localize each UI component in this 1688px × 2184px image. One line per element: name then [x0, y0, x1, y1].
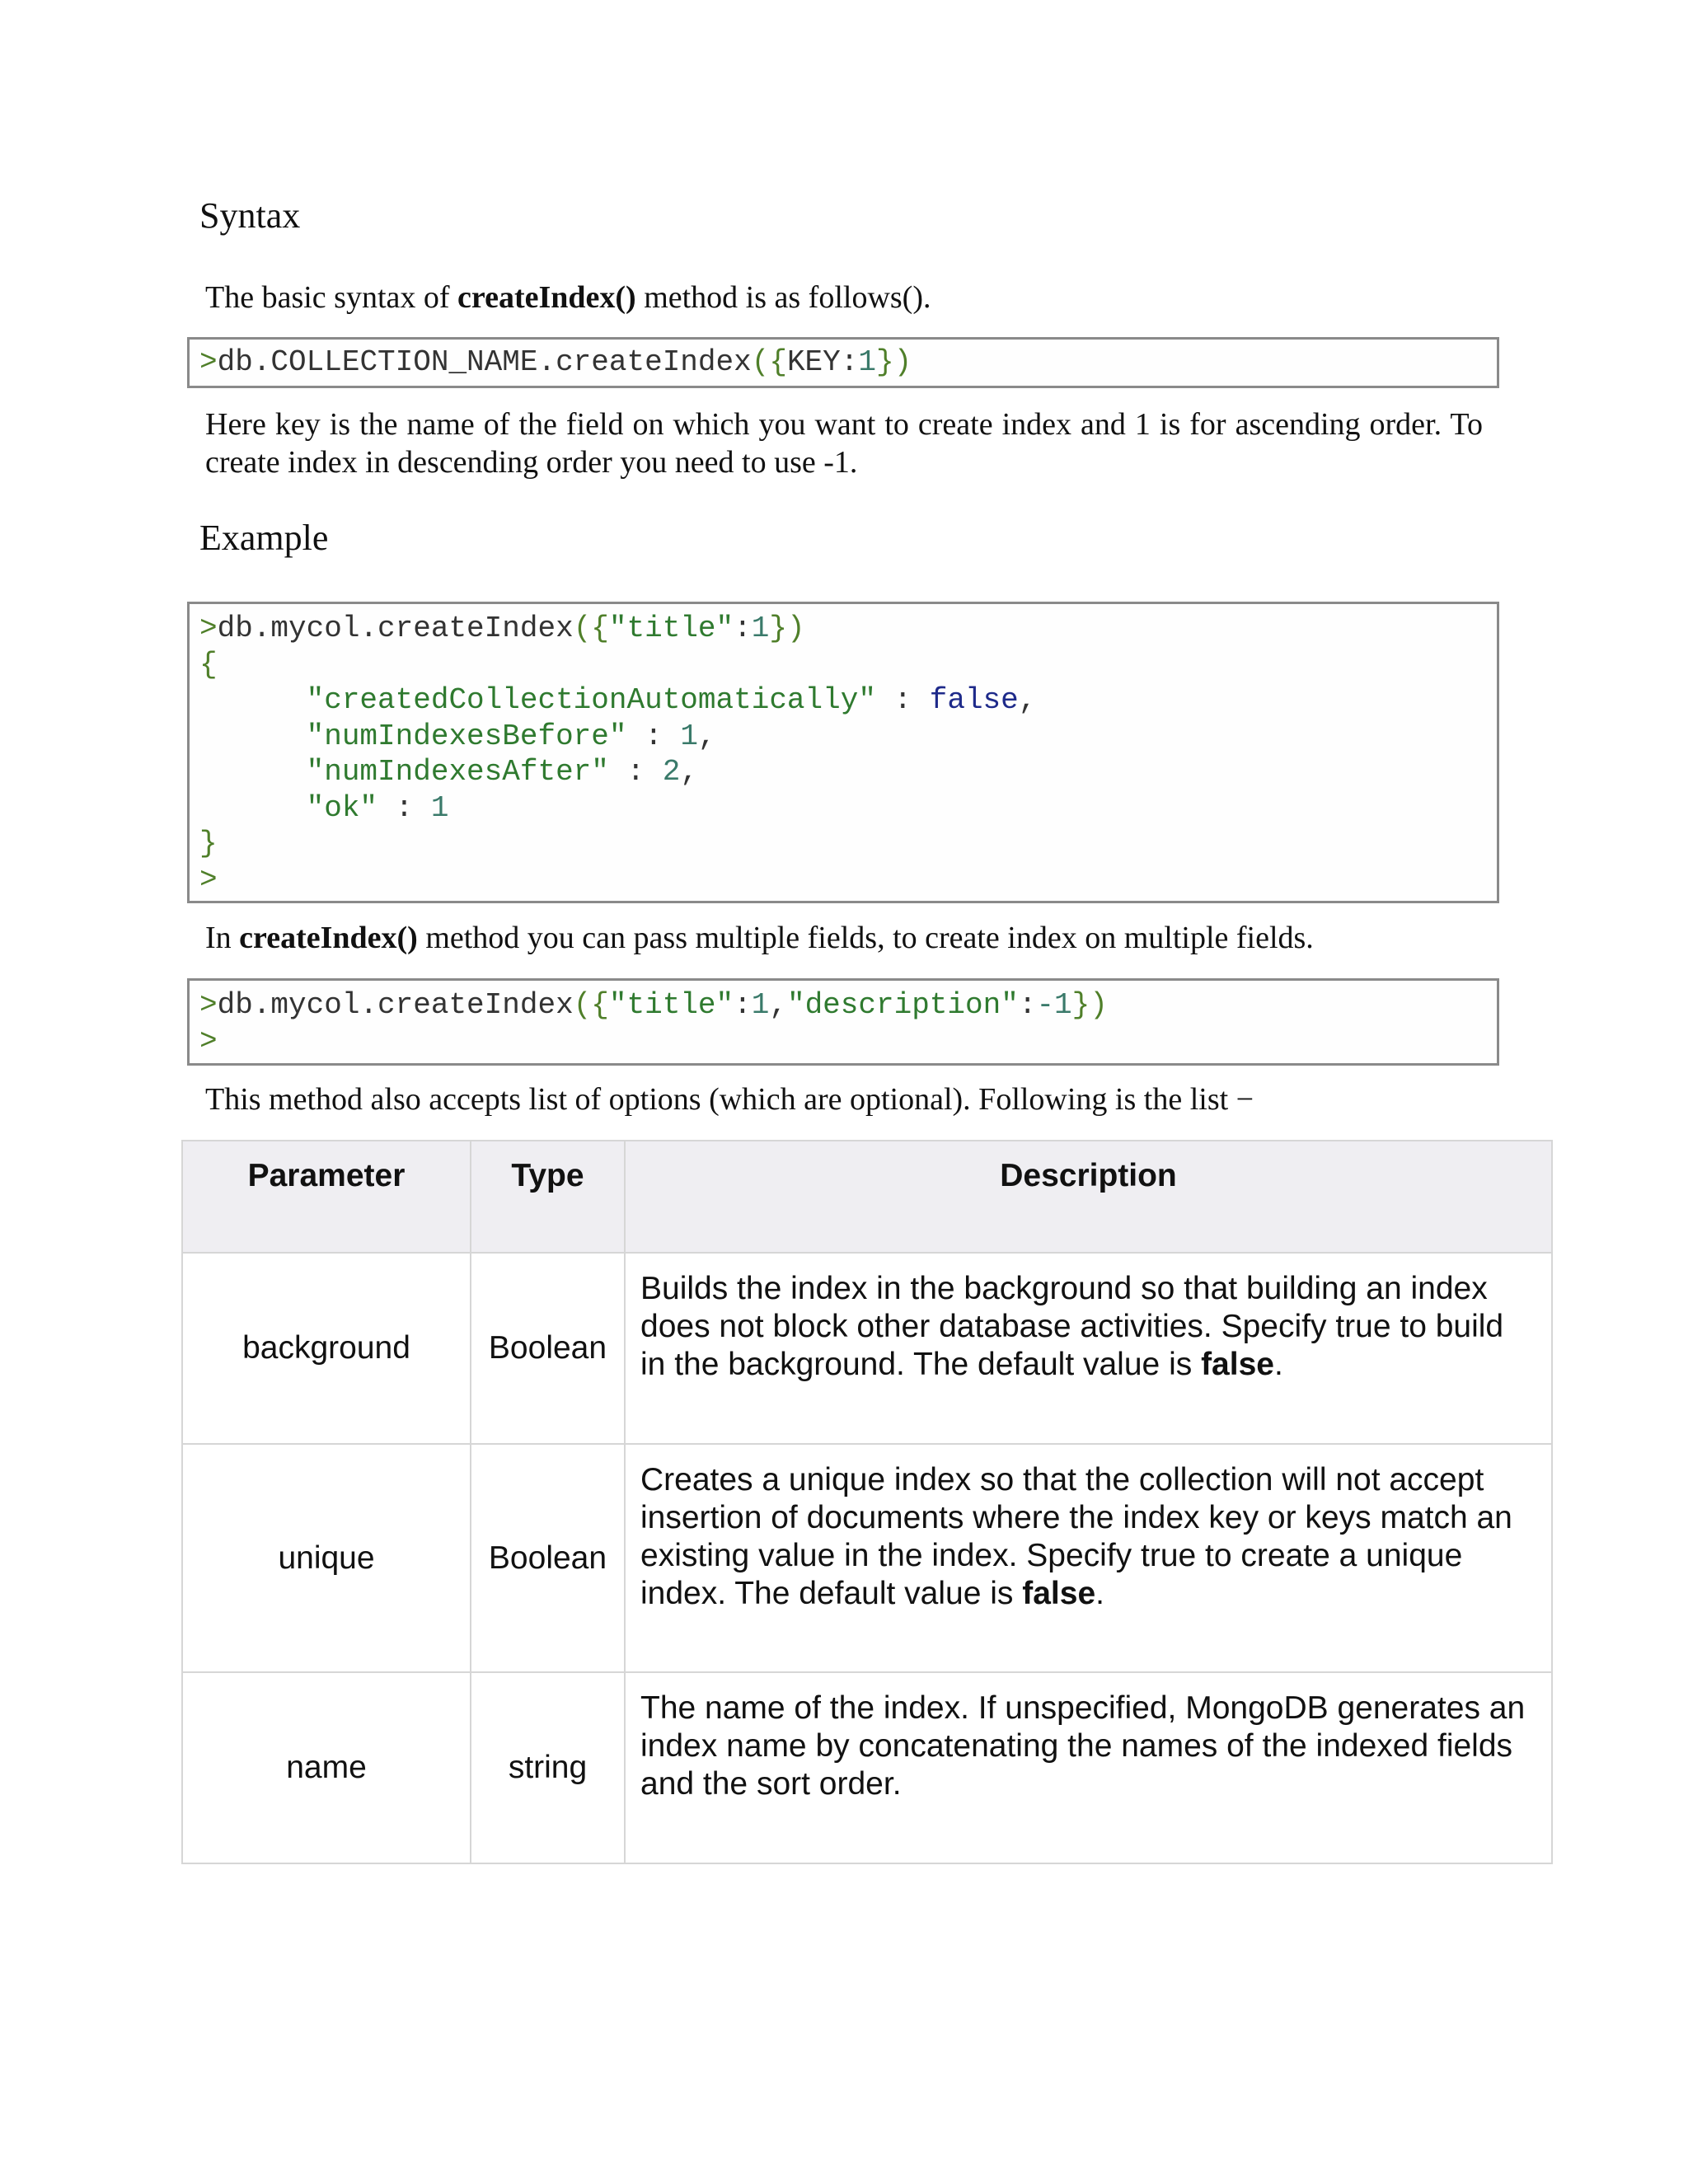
- code-line: "numIndexesBefore" : 1,: [306, 719, 716, 753]
- table-row: [182, 1444, 1552, 1672]
- code-line: >db.mycol.createIndex({"title":1,"description":-1}): [199, 988, 1108, 1022]
- param-cell: name: [182, 1672, 471, 1863]
- description-cell: Creates a unique index so that the collection will not accept insertion of documents where the index key or keys match an existing value in the index. Specify true to create a unique index. The default value is false.: [625, 1444, 1552, 1672]
- options-intro: This method also accepts list of options (which are optional). Following is the list −: [205, 1082, 1254, 1117]
- syntax-intro: [205, 279, 1483, 316]
- code-line: >: [199, 862, 218, 897]
- type-cell: Boolean: [471, 1444, 625, 1672]
- multi-intro-suffix: method you can pass multiple fields, to create index on multiple fields.: [417, 921, 1314, 955]
- type-cell: string: [471, 1672, 625, 1863]
- multi-intro-method: createIndex(): [239, 921, 418, 955]
- table-header-row: [182, 1141, 1552, 1253]
- syntax-intro-method: createIndex(): [457, 280, 636, 315]
- example-heading: Example: [199, 518, 329, 558]
- multi-intro-text: In: [205, 921, 240, 955]
- param-cell: background: [182, 1253, 471, 1444]
- syntax-explanation: Here key is the name of the field on which you want to create index and 1 is for ascending order. To create index in descending order you need to use -1.: [205, 407, 1483, 480]
- param-cell: unique: [182, 1444, 471, 1672]
- table-row: [182, 1672, 1552, 1863]
- syntax-heading: Syntax: [199, 195, 301, 236]
- syntax-intro-suffix: method is as follows().: [635, 280, 931, 315]
- description-cell: Builds the index in the background so that building an index does not block other database activities. Specify true to build in the background. The default value is false.: [625, 1253, 1552, 1444]
- syntax-code-block: [187, 337, 1499, 388]
- code-line: {: [199, 647, 218, 682]
- code-line: "createdCollectionAutomatically" : false,: [306, 683, 1037, 717]
- multi-intro: [205, 919, 1483, 957]
- description-cell: The name of the index. If unspecified, MongoDB generates an index name by concatenating the names of the indexed fields and the sort order.: [625, 1672, 1552, 1863]
- code-line: >db.COLLECTION_NAME.createIndex({KEY:1}): [199, 345, 912, 379]
- code-line: "numIndexesAfter" : 2,: [306, 755, 698, 789]
- code-line: >db.mycol.createIndex({"title":1}): [199, 612, 805, 645]
- code-line: >: [199, 1024, 218, 1058]
- code-line: }: [199, 827, 218, 860]
- header-parameter: Parameter: [182, 1141, 471, 1253]
- syntax-intro-text: The basic syntax of: [205, 280, 458, 315]
- header-type: Type: [471, 1141, 625, 1253]
- type-cell: Boolean: [471, 1253, 625, 1444]
- multi-code-block: [187, 978, 1499, 1066]
- code-line: "ok" : 1: [306, 790, 449, 825]
- options-table: [181, 1140, 1553, 1864]
- header-description: Description: [625, 1141, 1552, 1253]
- example-code-block: [187, 602, 1499, 903]
- table-row: [182, 1253, 1552, 1444]
